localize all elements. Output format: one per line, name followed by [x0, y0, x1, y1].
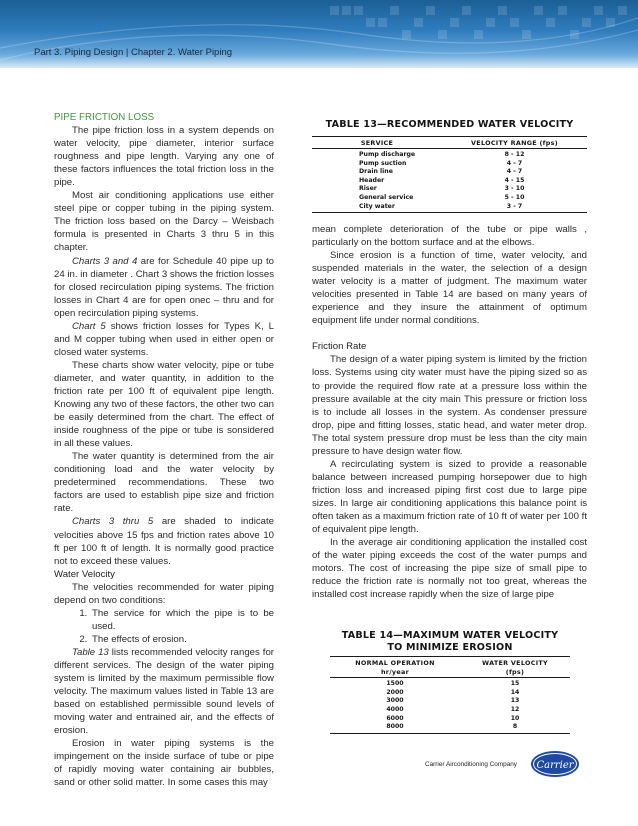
table-row: [312, 185, 587, 194]
subheading-water-velocity: Water Velocity: [54, 568, 115, 580]
paragraph: In the average air conditioning application the installed cost of the water piping exceeds the cost of the water pumps and motors. The cost of increasing the pipe size of small pipe to reduce the friction rate is normally not too great, whereas the installed cost increase rapidly when the size of large pipe: [312, 537, 587, 601]
table-cell: 8: [512, 723, 518, 731]
table14: [330, 656, 570, 734]
table-cell: Pump discharge: [359, 151, 416, 158]
table-cell: City water: [359, 202, 395, 210]
table13-header: [312, 137, 587, 148]
table-row: [312, 168, 587, 177]
chart-ref: Charts 3 thru 5: [72, 516, 154, 528]
paragraph: [54, 646, 274, 737]
paragraph: The design of a water piping system is limited by the friction loss. Systems using city water must have the piping sized so as to provide the required flow rate at a pressure loss within the pressure available at the city main This pressure or friction loss is to include all losses in the system. As condenser pressure drop, pipe and fitting losses, static head, and water meter drop. The total system pressure drop must be less than the city main pressure to have design water flow.: [312, 354, 587, 457]
table-row: [330, 706, 570, 715]
paragraph-text: lists recommended velocity ranges for different services. The design of the water piping system is limited by the maximum permissible flow velocity. The maximum values listed in Table 13 are based on established permissible sound levels of moving water and entrained air, and the effects of erosion.: [54, 646, 274, 737]
left-column: [54, 111, 274, 789]
table-cell: Drain line: [359, 168, 393, 176]
table14-header: [330, 657, 570, 677]
table14-body: [330, 680, 570, 732]
subheading-friction-rate: Friction Rate: [312, 341, 367, 353]
table-row: [312, 160, 587, 169]
table-cell: 4 - 7: [506, 159, 523, 167]
table-cell: 8000: [386, 723, 404, 731]
column-header-line: hr/year: [380, 667, 410, 676]
paragraph-text: are shaded to indicate velocities above 15 fps and friction rates above 10 ft per 100 ft of length. It is normally good practice not to exceed these values.: [54, 516, 274, 567]
column-header: VELOCITY RANGE (fps): [471, 139, 558, 147]
table-row: [312, 203, 587, 212]
table14-title-line: TABLE 14—MAXIMUM WATER VELOCITY: [341, 630, 559, 641]
table-cell: 4 - 7: [506, 168, 523, 176]
table14-title: [330, 630, 570, 654]
table-row: [330, 680, 570, 689]
right-column: [312, 223, 587, 601]
table13-body: [312, 151, 587, 211]
paragraph: Erosion in water piping systems is the impingement on the inside surface of tube or pipe of rapidly moving water containing air bubbles, sand or other solid matter. In some cases this may: [54, 738, 274, 789]
paragraph: [54, 515, 274, 567]
paragraph: mean complete deterioration of the tube or pipe walls , particularly on the bottom surface and at the elbows.: [312, 224, 587, 249]
table-cell: Riser: [359, 185, 377, 193]
table-rule: [330, 677, 570, 678]
table-cell: 5 - 10: [504, 193, 525, 201]
table-cell: 4000: [386, 705, 404, 713]
table-cell: 15: [510, 680, 520, 688]
table-cell: Pump suction: [359, 159, 407, 167]
table-cell: General service: [359, 193, 414, 201]
paragraph: Most air conditioning applications use either steel pipe or copper tubing in the piping system. The friction loss based on the Darcy – Weisbach formula is presented in Charts 3 thru 5 in this chapter.: [54, 190, 274, 254]
section-title: PIPE FRICTION LOSS: [54, 112, 155, 123]
paragraph: The velocities recommended for water piping depend on two conditions:: [54, 581, 274, 606]
column-header-line: (fps): [505, 667, 525, 676]
column-header-line: NORMAL OPERATION: [355, 659, 435, 667]
table13: [312, 136, 587, 213]
table-cell: 12: [510, 705, 520, 713]
table-cell: 3000: [386, 697, 404, 705]
table-rule: [312, 148, 587, 149]
paragraph: These charts show water velocity, pipe or tube diameter, and water quantity, in addition to the friction rate per 100 ft of equivalent pipe length. Knowing any two of these factors, the other two can be easily determined from the chart. The effect of inside roughness of the pipe or tube is sonsidered in all these values.: [54, 359, 274, 450]
table-row: [312, 151, 587, 160]
table-cell: 4 - 15: [504, 176, 525, 184]
list-item: 2. The effects of erosion.: [90, 633, 274, 646]
table-ref: Table 13: [72, 646, 109, 658]
table-cell: Header: [359, 176, 385, 184]
table-row: [330, 689, 570, 698]
paragraph: The water quantity is determined from the air conditioning load and the water velocity by predetermined recommendations. These two factors are used to establish pipe size and friction rate.: [54, 451, 274, 515]
breadcrumb: Part 3. Piping Design | Chapter 2. Water Piping: [34, 47, 233, 58]
table-cell: 14: [510, 688, 520, 696]
paragraph-text: are for Schedule 40 pipe up to 24 in. in diameter . Chart 3 shows the friction losses for closed recirculation piping systems. The friction losses in Chart 4 are for open onec – thru and for open recirculation piping systems.: [54, 255, 274, 319]
column-header: SERVICE: [360, 139, 394, 147]
table14-title-line: TO MINIMIZE EROSION: [387, 642, 513, 653]
table-cell: 13: [510, 697, 520, 705]
chart-ref: Charts 3 and 4: [72, 255, 138, 267]
condition-list: [54, 607, 274, 646]
paragraph: Since erosion is a function of time, water velocity, and suspended materials in the water, the selection of a design water velocity is a matter of judgment. The maximum water velocities presented in Table 14 are based on many years of experience and they insure the attainment of optimum equipment life under normal conditions.: [312, 250, 587, 327]
table-row: [330, 697, 570, 706]
table-row: [312, 194, 587, 203]
table-row: [330, 715, 570, 724]
column-header: [460, 659, 570, 676]
paragraph: [54, 255, 274, 320]
footer-company: Carrier Airconditioning Company: [425, 761, 517, 768]
logo-text: Carrier: [536, 760, 574, 771]
table-cell: 10: [510, 714, 520, 722]
table-rule: [312, 212, 587, 213]
table-cell: 3 - 10: [504, 185, 525, 193]
list-item: 1. The service for which the pipe is to be used.: [90, 607, 274, 633]
table-cell: 8 - 12: [504, 151, 525, 158]
column-header: [330, 659, 460, 676]
table-row: [312, 177, 587, 186]
table13-title: TABLE 13—RECOMMENDED WATER VELOCITY: [325, 119, 574, 130]
carrier-logo: [530, 750, 580, 778]
paragraph: A recirculating system is sized to provide a reasonable balance between increased pumping horsepower due to high friction loss and increased piping first cost due to large pipe sizes. In large air conditioning applications this balance point is often taken as a maximum friction rate of 10 ft of water per 100 ft of equivalent pipe length.: [312, 458, 587, 536]
header-banner: [0, 0, 638, 68]
table-cell: 1500: [386, 680, 404, 688]
table-cell: 2000: [386, 688, 404, 696]
paragraph: [54, 320, 274, 359]
paragraph: The pipe friction loss in a system depends on water velocity, pipe diameter, interior surface roughness and pipe length. Varying any one of these factors influences the total friction loss in the pipe.: [54, 125, 274, 189]
table-rule: [330, 733, 570, 734]
table-row: [330, 723, 570, 732]
paragraph-text: shows friction losses for Types K, L and M copper tubing when used in either open or closed water systems.: [54, 320, 274, 358]
chart-ref: Chart 5: [72, 320, 106, 332]
table-cell: 6000: [386, 714, 404, 722]
column-header-line: WATER VELOCITY: [482, 659, 548, 667]
table-cell: 3 - 7: [506, 202, 523, 210]
